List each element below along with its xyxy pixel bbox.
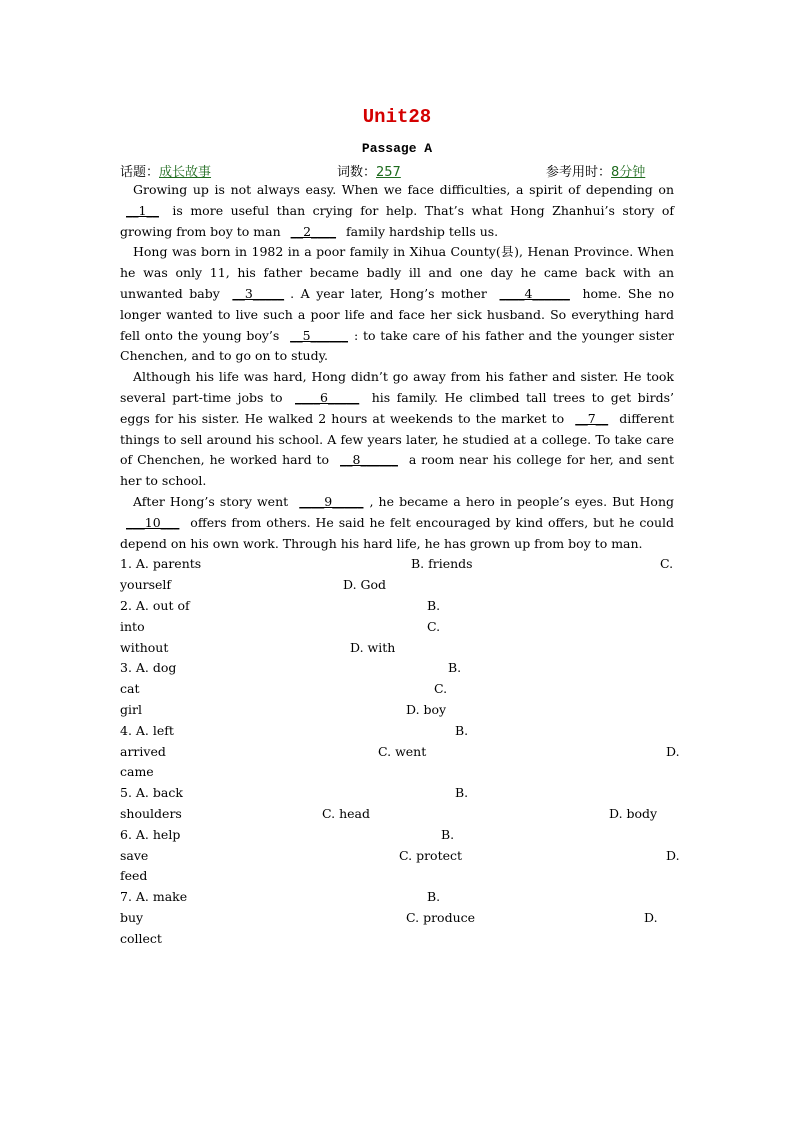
option-c: C. head [322, 805, 370, 821]
option-a: 6. A. help [120, 826, 181, 842]
paragraph-text: . A year later, Hong’s mother [290, 285, 494, 301]
question-7 [120, 887, 674, 949]
option-c: C. produce [406, 909, 476, 925]
question-5 [120, 783, 674, 825]
option-c-marker: C. [427, 618, 441, 634]
option-a: 5. A. back [120, 785, 183, 801]
option-d-text: feed [120, 868, 148, 884]
blank-1: __1__ [126, 202, 159, 218]
paragraph-text: , he became a hero in people’s eyes. But Hong [369, 493, 674, 509]
time-value: 8分钟 [611, 165, 646, 180]
option-b-text: shoulders [120, 805, 182, 821]
paragraph-text: home. She no longer wanted to live such a poor life and face her sick husband. So everything hard fell onto the young boy’s [120, 285, 674, 343]
option-b-text: cat [120, 681, 140, 697]
passage-body [120, 180, 680, 949]
option-a: 1. A. parents [120, 556, 202, 572]
option-d: D. with [350, 639, 396, 655]
word-count-value: 257 [376, 165, 401, 180]
option-b-marker: B. [455, 785, 469, 801]
time-label: 参考用时： [546, 165, 612, 180]
option-b: B. friends [411, 556, 473, 572]
blank-7: __7__ [575, 410, 609, 426]
option-c-marker: C. [660, 556, 674, 572]
word-count-field [337, 161, 401, 180]
topic-value: 成长故事 [159, 165, 212, 180]
question-3 [120, 658, 674, 720]
option-c: C. protect [399, 847, 463, 863]
paragraph-text: Although his life was hard, Hong didn’t go away from his father and sister. He took several part-time jobs to [120, 369, 674, 405]
paragraph-text: Hong was born in 1982 in a poor family in Xihua County(县), Henan Province. When he was only 11, his father became badly ill and one day he came back with an unwanted baby [120, 244, 674, 301]
option-d-marker: D. [666, 847, 680, 863]
option-c: C. went [378, 743, 427, 759]
paragraph-text: his family. He climbed tall trees to get birds’ eggs for his sister. He walked 2 hours at weekends to the market to [120, 389, 674, 426]
blank-2: __2____ [290, 223, 337, 239]
paragraph-text: offers from others. He said he felt encouraged by kind offers, but he could depend on his own work. Through his hard life, he has grown up from boy to man. [120, 514, 674, 551]
question-2 [120, 596, 674, 658]
option-b-marker: B. [441, 826, 455, 842]
blank-6: ____6_____ [295, 389, 360, 405]
option-c-text: yourself [120, 577, 172, 593]
word-count-label: 词数： [337, 165, 377, 180]
option-b-text: arrived [120, 743, 166, 759]
passage-title: Passage A [361, 141, 433, 156]
passage-paragraph-4 [120, 492, 674, 554]
passage-paragraph-1 [120, 180, 674, 242]
blank-4: ____4______ [499, 285, 570, 301]
blank-5: __5______ [290, 327, 349, 343]
question-1 [120, 554, 674, 596]
option-c-marker: C. [434, 681, 448, 697]
blank-3: __3_____ [232, 285, 285, 301]
option-d-marker: D. [644, 909, 658, 925]
option-c-text: without [120, 639, 169, 655]
topic-label: 话题： [120, 165, 160, 180]
option-a: 7. A. make [120, 889, 188, 905]
paragraph-text: a room near his college for her, and sent her to school. [120, 452, 674, 489]
option-c-text: girl [120, 701, 142, 717]
time-field [546, 161, 645, 180]
option-d-marker: D. [666, 743, 680, 759]
passage-paragraph-2 [120, 242, 674, 367]
paragraph-text: different things to sell around his school. A few years later, he studied at a college. To take care of Chenchen, he worked hard to [120, 410, 674, 468]
option-a: 2. A. out of [120, 597, 190, 613]
option-a: 4. A. left [120, 722, 174, 738]
blank-9: ____9_____ [299, 493, 364, 509]
paragraph-text: Growing up is not always easy. When we face difficulties, a spirit of depending on [133, 182, 674, 197]
blank-8: __8______ [340, 452, 398, 468]
passage-meta [120, 161, 680, 181]
option-b-text: buy [120, 909, 144, 925]
option-d: D. body [609, 805, 658, 821]
topic-field [120, 161, 211, 180]
paragraph-text: After Hong’s story went [133, 493, 294, 509]
option-b-marker: B. [448, 660, 462, 676]
option-b-marker: B. [455, 722, 469, 738]
option-d-text: collect [120, 930, 162, 946]
paragraph-text: is more useful than crying for help. That’s what Hong Zhanhui’s story of growing from boy to man [120, 202, 674, 239]
question-6 [120, 825, 680, 887]
option-b-text: into [120, 618, 145, 634]
option-d: D. boy [406, 701, 447, 717]
option-b-marker: B. [427, 597, 441, 613]
option-a: 3. A. dog [120, 660, 177, 676]
paragraph-text: family hardship tells us. [342, 223, 499, 239]
option-b-text: save [120, 847, 149, 863]
option-d: D. God [343, 577, 387, 593]
option-b-marker: B. [427, 889, 441, 905]
option-d-text: came [120, 764, 154, 780]
unit-title: Unit28 [362, 106, 432, 128]
paragraph-text: : to take care of his father and the younger sister Chenchen, and to go on to study. [120, 327, 674, 364]
question-4 [120, 721, 680, 783]
passage-paragraph-3 [120, 367, 674, 492]
blank-10: ___10___ [126, 514, 180, 530]
